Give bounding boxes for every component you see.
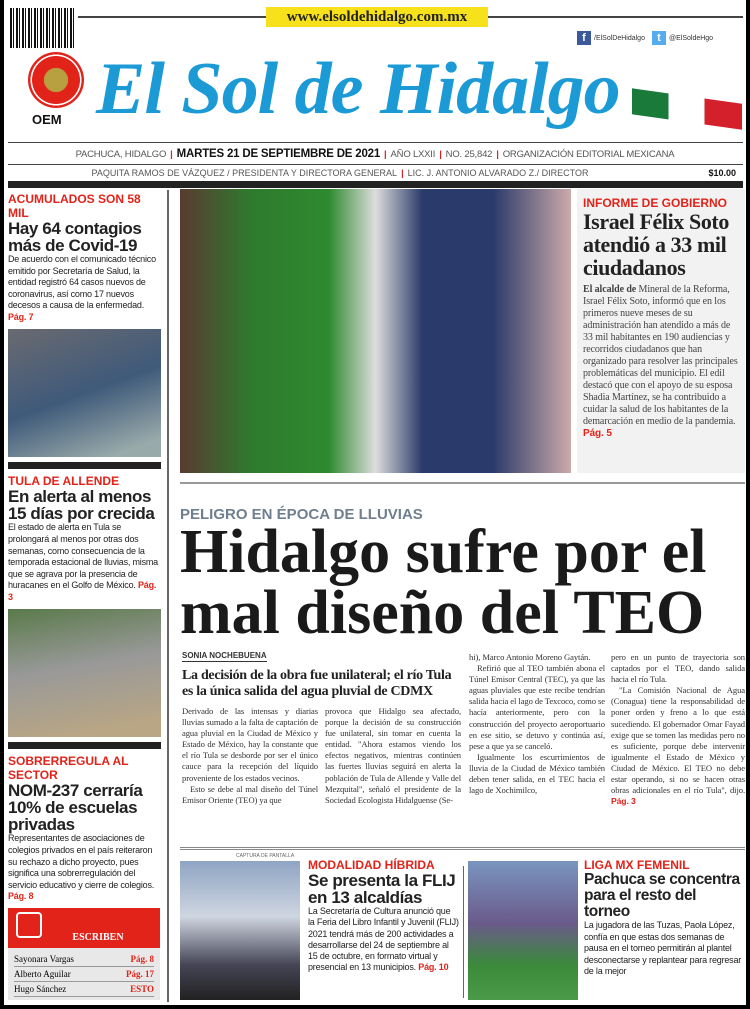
story-body [308,906,459,974]
facebook-icon: f [577,31,591,45]
headline-line: mal diseño del TEO [180,579,705,647]
headline: Se presenta la FLIJ en 13 alcaldías [308,871,456,907]
bottom-story-2[interactable] [584,858,744,978]
twitter-link[interactable] [652,31,713,45]
facebook-handle: /ElSolDeHidalgo [594,34,645,42]
paragraph: Refirió que al TEO también abona el Túnel Emisor Central (TEC), ya que las aguas pluviales que este recibe tendrían salida hacia el lago de Texcoco, como se hacía anteriormente, pero con la construcción del proyecto aeroportuario en ese sitio, se detuvo y continúa así, pese a que ya se canceló. [469,663,605,751]
divider-bar [8,742,161,749]
column-divider [167,190,169,1002]
market-photo [8,329,161,458]
headline: NOM-237 cerraría 10% de escuelas privadas [8,781,143,835]
year: AÑO LXXII [390,149,436,160]
facebook-link[interactable] [577,31,645,45]
flij-photo [180,861,300,1000]
page-ref: Pág. 7 [8,311,34,322]
main-column-1 [182,706,318,806]
president: PAQUITA RAMOS DE VÁZQUEZ / PRESIDENTA Y DIRECTORA GENERAL [91,168,398,178]
oem-sun-logo-icon [28,52,84,108]
organization: ORGANIZACIÓN EDITORIAL MEXICANA [502,149,675,160]
divider [180,482,745,484]
page-ref: Pág. 3 [611,796,636,807]
divider-bar [8,181,743,188]
kicker: SOBRERREGULA AL SECTOR [8,754,129,783]
columnist-row[interactable] [14,952,154,967]
paragraph: pero en un punto de trayectoria son captados por el TEO, dando salida hacia el río Tula. [611,652,745,685]
body: El estado de alerta en Tula se prolongará al menos por otras dos semanas, como consecuencia de la temporada estacional de lluvias, misma que se agrava por la presencia de huracanes en el Golfo de México. [8,522,158,591]
body: La Secretaría de Cultura anunció que la Feria del Libro Infantil y Juvenil (FLIJ) 2021 tendrá más de 200 actividades a desarrollarse del 24 de septiembre al 15 de octubre, en formato virtual y presencial en 13 municipios. [308,906,459,973]
main-kicker: PELIGRO EN ÉPOCA DE LLUVIAS [180,506,423,523]
website-url[interactable]: www.elsoldehidalgo.com.mx [266,7,488,27]
top-story[interactable] [577,189,745,473]
photo-credit: CAPTURA DE PANTALLA [236,853,295,859]
soccer-photo [468,861,578,1000]
twitter-icon: t [652,31,666,45]
paragraph: provoca que Hidalgo sea afectado, porque la decisión de su construcción fue unilateral, sin tomar en cuenta la entidad. "Ahora estamos viendo los efectos negativos, mientras continúen las fuertes lluvias seguirá en alerta la población de Tula de Allende y Valle del Mezquital", señaló el presidente de la Sociedad Ecologista Hidalguense (Se- [325,706,461,805]
columnist-name: Alberto Aguilar [14,969,71,979]
page-ref: Pág. 17 [126,969,154,979]
main-headline[interactable] [180,518,707,647]
divider [8,142,743,143]
headline: Pachuca se concentra para el resto del torneo [584,871,740,920]
issue-number: NO. 25,842 [445,149,493,160]
columnist-name: Hugo Sánchez [14,984,67,994]
headline: Israel Félix Soto atendió a 33 mil ciudadanos [583,209,729,280]
kicker: INFORME DE GOBIERNO [583,196,728,210]
page-ref: Pág. 8 [130,954,154,964]
story-body [8,833,161,903]
kicker: ACUMULADOS SON 58 MIL [8,192,141,220]
story-body [8,522,161,603]
story-body [8,254,161,324]
bottom-story-1[interactable] [308,858,459,974]
divider [180,847,745,850]
columnist-row[interactable] [14,967,154,982]
page-ref: Pág. 10 [418,962,449,973]
left-story-3[interactable] [8,754,161,903]
date: MARTES 21 DE SEPTIEMBRE DE 2021 [176,148,381,160]
front-page [4,0,746,1005]
columnist-row[interactable] [14,982,154,997]
main-column-4 [611,652,745,807]
twitter-handle: @ElSoldeHgo [669,34,714,42]
paragraph: "La Comisión Nacional de Agua (Conagua) tiene la responsabilidad de poner orden y freno a lo que está sucediendo. El gobernador Omar Fayad exige que se tomen las medidas pero no es suficiente, porque debe intervenir igualmente el Estado de México y Ciudad de México. El TEO no debe estar operando, si no se hacen otras obras adicionales en el río Tula", dijo. [611,685,745,796]
page-ref: Pág. 3 [8,580,157,602]
body: Mineral de la Reforma, Israel Félix Soto, informó que en los primeros nueve meses de su administración han atendido a más de 33 mil habitantes en 190 audiencias y recorridos ciudadanos que han organizado para resolver las principales problemáticas del municipio. El edil destacó que con el apoyo de su esposa Shadia Martínez, se ha contribuido a cuidar la salud de los habitantes de la demarcación en medio de la pandemia. [583,284,738,427]
mexico-flag-icon [632,88,742,129]
body: De acuerdo con el comunicado técnico emitido por Secretaría de Salud, la entidad registró 64 casos nuevos de coronavirus, así como 17 nuevos decesos a causa de la enfermedad. [8,254,156,311]
kicker: MODALIDAD HÍBRIDA [308,858,435,872]
main-column-2 [325,706,461,806]
directors-line: PAQUITA RAMOS DE VÁZQUEZ / PRESIDENTA Y DIRECTORA GENERAL | LIC. J. ANTONIO ALVARADO Z./ DIRECTOR $10.00 [91,168,736,178]
divider [8,164,743,165]
pen-icon [16,912,42,938]
headline: En alerta al menos 15 días por crecida [8,487,155,524]
column-divider [463,866,464,998]
city: PACHUCA, HIDALGO [75,149,167,160]
main-column-3 [469,652,605,796]
byline: SONIA NOCHEBUENA [182,651,267,660]
kicker: LIGA MX FEMENIL [584,858,690,872]
escriben-box [8,908,160,1000]
left-column [8,192,161,1000]
columnist-name: Sayonara Vargas [14,954,74,964]
main-left-block [182,651,462,844]
left-story-1[interactable] [8,192,161,324]
top-story-photo [180,189,571,473]
escriben-header [8,908,160,948]
story-body: La jugadora de las Tuzas, Paola López, confía en que estas dos semanas de pausa en el torneo permitirán al plantel desconectarse y replantear para regresar de la mejor [584,920,742,976]
headline-line: Hidalgo sufre por el [180,518,707,586]
body: Representantes de asociaciones de colegios privados en el país reiteraron su rechazo a dicho proyecto, pues significa una sobrerregulación del servicio educativo y cierre de colegios. [8,833,155,890]
paragraph: hi), Marco Antonio Moreno Gaytán. [469,652,591,662]
newspaper-title: El Sol de Hidalgo [96,48,620,130]
escriben-title: ESCRIBEN [72,932,124,943]
left-story-2[interactable] [8,474,161,603]
page-ref: ESTO [130,984,154,994]
paragraph: Igualmente los escurrimientos de lluvia de la Ciudad de México también deben tener salida, en el TEC hacia el lago de Xochimilco, [469,751,605,796]
paragraph: Esto se debe al mal diseño del Túnel Emisor Oriente (TEO) ya que [182,783,318,805]
kicker: TULA DE ALLENDE [8,474,120,489]
subhead: La decisión de la obra fue unilateral; el río Tula es la única salida del agua pluvial de CDMX [182,668,452,699]
barcode [10,8,74,48]
director: LIC. J. ANTONIO ALVARADO Z./ DIRECTOR [407,168,589,178]
price: $10.00 [708,168,736,178]
page-ref: Pág. 5 [583,428,612,439]
oem-logo: OEM [32,112,62,127]
dateline: PACHUCA, HIDALGO | MARTES 21 DE SEPTIEMBRE DE 2021 | AÑO LXXII | NO. 25,842 | ORGANIZACIÓN EDITORIAL MEXICANA [75,148,675,160]
lead: El alcalde de [583,284,637,295]
divider-bar [8,462,161,469]
flood-photo [8,609,161,738]
headline: Hay 64 contagios más de Covid-19 [8,219,142,255]
page-ref: Pág. 8 [8,891,34,902]
paragraph: Derivado de las intensas y diarias lluvias sumado a la falta de captación de agua pluvial en la Ciudad de México y Estado de México, hay la constante que el río Tula se desborde por ser el único cauce para la recepción del líquido proveniente de los estados vecinos. [182,706,318,783]
story-body [583,284,740,440]
